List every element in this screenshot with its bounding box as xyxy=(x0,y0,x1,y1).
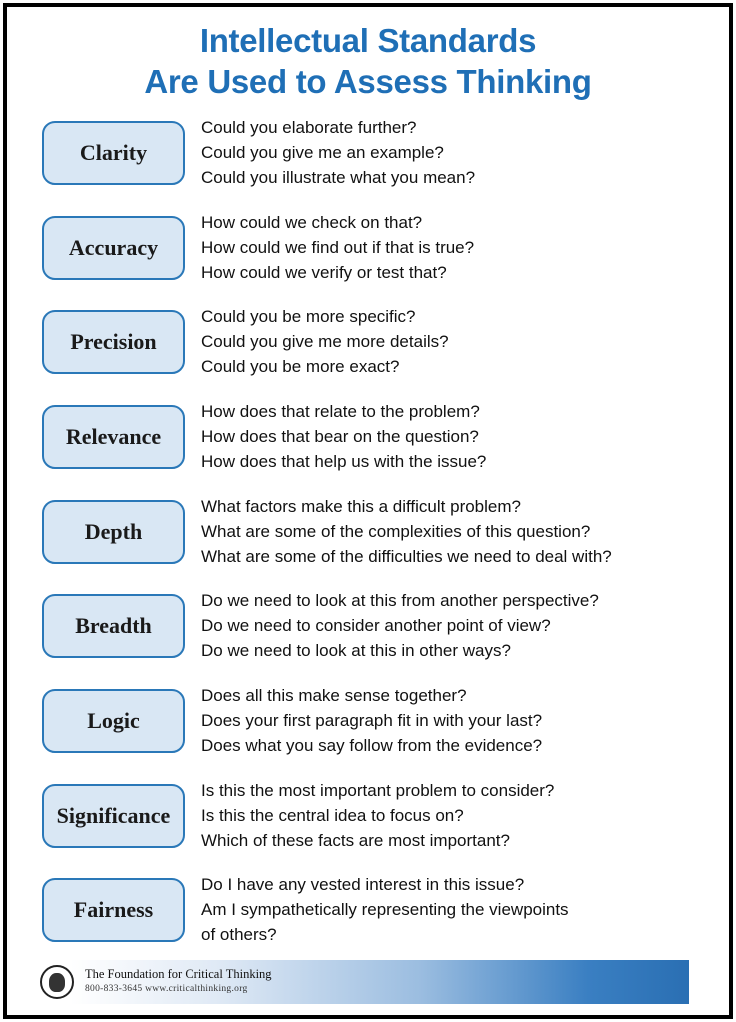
question: What are some of the complexities of this question? xyxy=(201,522,591,541)
standard-row-precision xyxy=(7,304,729,390)
standard-row-depth xyxy=(7,494,729,580)
question: What factors make this a difficult problem? xyxy=(201,497,521,516)
question: Could you elaborate further? xyxy=(201,118,417,137)
question: Am I sympathetically representing the viewpoints xyxy=(201,900,569,919)
contact-info: 800-833-3645 www.criticalthinking.org xyxy=(85,984,248,994)
organization-name: The Foundation for Critical Thinking xyxy=(85,967,272,981)
question: Could you be more specific? xyxy=(201,307,416,326)
question: Which of these facts are most important? xyxy=(201,831,510,850)
standard-badge: Significance xyxy=(42,784,185,848)
question-list xyxy=(201,778,721,853)
question: Could you give me an example? xyxy=(201,143,444,162)
title-line-1: Intellectual Standards xyxy=(199,22,537,59)
question: How could we find out if that is true? xyxy=(201,238,475,257)
standard-row-clarity xyxy=(7,115,729,201)
poster-frame xyxy=(3,3,733,1019)
question: Do we need to consider another point of view? xyxy=(201,616,551,635)
standard-badge: Logic xyxy=(42,689,185,753)
title-line-2: Are Used to Assess Thinking xyxy=(144,63,592,100)
foundation-seal-logo-icon xyxy=(40,965,74,999)
question-list xyxy=(201,210,721,285)
question-list xyxy=(201,399,721,474)
standard-row-accuracy xyxy=(7,210,729,296)
question: How could we verify or test that? xyxy=(201,263,447,282)
standard-row-fairness xyxy=(7,872,729,958)
question: How does that relate to the problem? xyxy=(201,402,480,421)
standard-badge: Fairness xyxy=(42,878,185,942)
question: Could you give me more details? xyxy=(201,332,449,351)
question: Do we need to look at this in other ways? xyxy=(201,641,511,660)
footer-banner xyxy=(17,960,689,1004)
question: How does that help us with the issue? xyxy=(201,452,487,471)
standard-row-relevance xyxy=(7,399,729,485)
question: Is this the most important problem to consider? xyxy=(201,781,555,800)
standard-row-logic xyxy=(7,683,729,769)
question-list xyxy=(201,872,721,947)
standard-badge: Breadth xyxy=(42,594,185,658)
question-list xyxy=(201,304,721,379)
standard-badge: Depth xyxy=(42,500,185,564)
question: Does all this make sense together? xyxy=(201,686,467,705)
question-list xyxy=(201,683,721,758)
question: Does your first paragraph fit in with your last? xyxy=(201,711,543,730)
question-list xyxy=(201,494,721,569)
question: Do we need to look at this from another perspective? xyxy=(201,591,599,610)
question: Could you illustrate what you mean? xyxy=(201,168,476,187)
standard-badge: Clarity xyxy=(42,121,185,185)
question: Does what you say follow from the evidence? xyxy=(201,736,543,755)
standard-row-breadth xyxy=(7,588,729,674)
question: of others? xyxy=(201,925,277,944)
question-list xyxy=(201,588,721,663)
question: Could you be more exact? xyxy=(201,357,400,376)
standard-row-significance xyxy=(7,778,729,864)
question: How could we check on that? xyxy=(201,213,423,232)
standard-badge: Precision xyxy=(42,310,185,374)
question: How does that bear on the question? xyxy=(201,427,479,446)
question: What are some of the difficulties we need to deal with? xyxy=(201,547,612,566)
question-list xyxy=(201,115,721,190)
question: Do I have any vested interest in this issue? xyxy=(201,875,525,894)
standard-badge: Relevance xyxy=(42,405,185,469)
standard-badge: Accuracy xyxy=(42,216,185,280)
question: Is this the central idea to focus on? xyxy=(201,806,464,825)
